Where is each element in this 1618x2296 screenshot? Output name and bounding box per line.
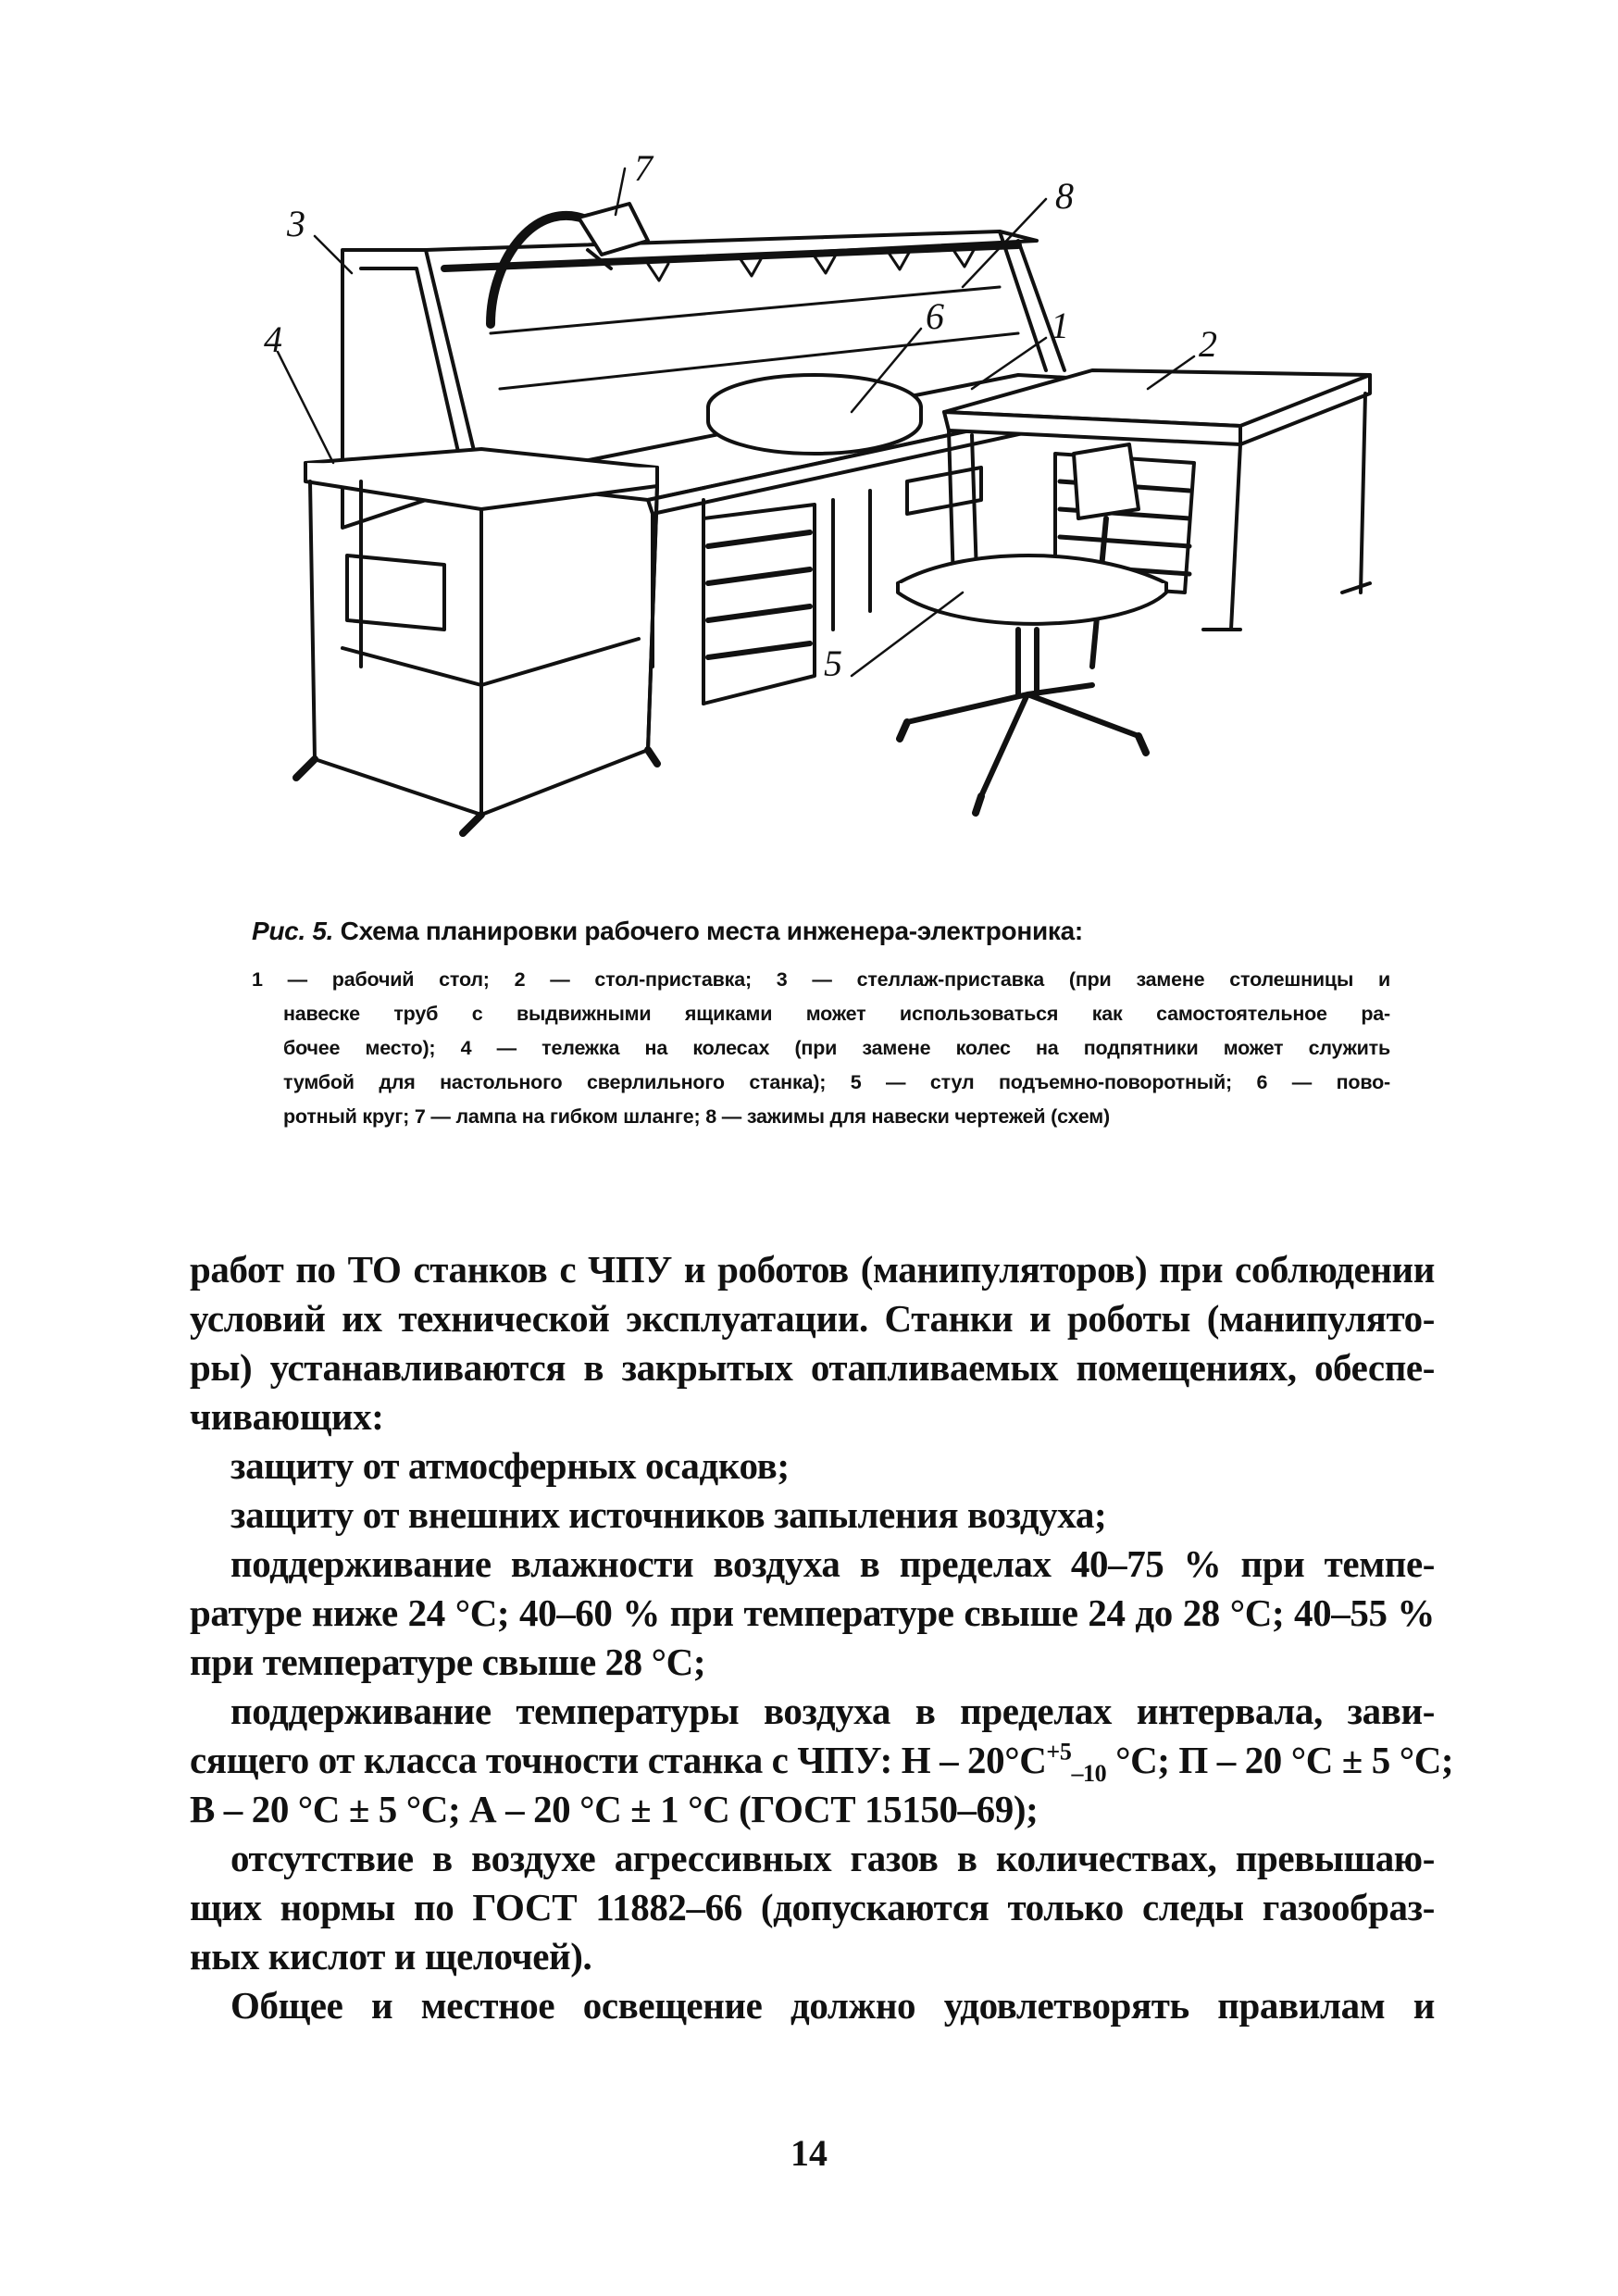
body-line: щих нормы по ГОСТ 11882–66 (допускаются только следы газообраз- xyxy=(190,1886,1435,1928)
caption-line: ротный круг; 7 — лампа на гибком шланге; 8 — зажимы для навески чертежей (схем) xyxy=(283,1105,1110,1128)
body-line: ратуре ниже 24 °С; 40–60 % при температуре свыше 24 до 28 °С; 40–55 % xyxy=(190,1591,1435,1634)
label-8: 8 xyxy=(1055,175,1074,217)
body-line: защиту от внешних источников запыления воздуха; xyxy=(230,1493,1107,1536)
page-number: 14 xyxy=(790,2132,828,2174)
body-line: ры) устанавливаются в закрытых отапливаемых помещениях, обеспе- xyxy=(190,1346,1435,1389)
label-5: 5 xyxy=(824,643,842,684)
label-1: 1 xyxy=(1051,305,1069,346)
label-6: 6 xyxy=(926,295,944,337)
caption-legend xyxy=(252,963,1390,1134)
body-line: Общее и местное освещение должно удовлетворять правилам и xyxy=(230,1984,1435,2027)
body-line: условий их технической эксплуатации. Станки и роботы (манипулято- xyxy=(190,1297,1435,1340)
label-3: 3 xyxy=(287,203,305,244)
caption-title-text: Схема планировки рабочего места инженера-электроника: xyxy=(333,917,1083,945)
body-text xyxy=(190,1245,1454,2030)
workstation-drawing xyxy=(259,148,1407,889)
body-line: поддерживание температуры воздуха в пределах интервала, зави- xyxy=(230,1690,1435,1732)
tolerance-lower: –10 xyxy=(1071,1760,1107,1788)
tolerance-prefix: сящего от класса точности станка с ЧПУ: Н – 20°С xyxy=(190,1739,1047,1781)
tolerance-upper: +5 xyxy=(1046,1738,1072,1766)
rotating-disk xyxy=(708,375,921,454)
tolerance-line xyxy=(190,1736,1454,1788)
body-line: поддерживание влажности воздуха в пределах 40–75 % при темпе- xyxy=(230,1542,1435,1585)
body-line: при температуре свыше 28 °С; xyxy=(190,1641,706,1683)
body-line: работ по ТО станков с ЧПУ и роботов (манипуляторов) при соблюдении xyxy=(190,1248,1435,1291)
caption-line: бочее место); 4 — тележка на колесах (при замене колес на подпятники может служить xyxy=(283,1037,1390,1059)
caption-title xyxy=(252,917,1390,946)
label-2: 2 xyxy=(1199,323,1217,365)
caption-figure-number: Рис. 5. xyxy=(252,917,334,945)
caption-line: тумбой для настольного сверлильного станка); 5 — стул подъемно-поворотный; 6 — пово- xyxy=(283,1071,1390,1093)
body-line: В – 20 °С ± 5 °С; А – 20 °С ± 1 °С (ГОСТ 15150–69); xyxy=(190,1788,1039,1830)
wheeled-cart xyxy=(296,449,657,833)
body-line: ных кислот и щелочей). xyxy=(190,1935,592,1978)
label-4: 4 xyxy=(264,318,282,360)
body-line: защиту от атмосферных осадков; xyxy=(230,1444,790,1487)
body-line: отсутствие в воздухе агрессивных газов в количествах, превышаю- xyxy=(230,1837,1435,1879)
workstation-figure xyxy=(259,148,1407,889)
figure-caption xyxy=(252,917,1390,1134)
caption-line: 1 — рабочий стол; 2 — стол-приставка; 3 — стеллаж-приставка (при замене столешницы и xyxy=(252,968,1390,991)
body-line: чивающих: xyxy=(190,1395,384,1438)
caption-line: навеске труб с выдвижными ящиками может использоваться как самостоятельное ра- xyxy=(283,1003,1390,1025)
label-7: 7 xyxy=(634,148,653,189)
tolerance-suffix: °С; П – 20 °С ± 5 °С; xyxy=(1106,1739,1454,1781)
